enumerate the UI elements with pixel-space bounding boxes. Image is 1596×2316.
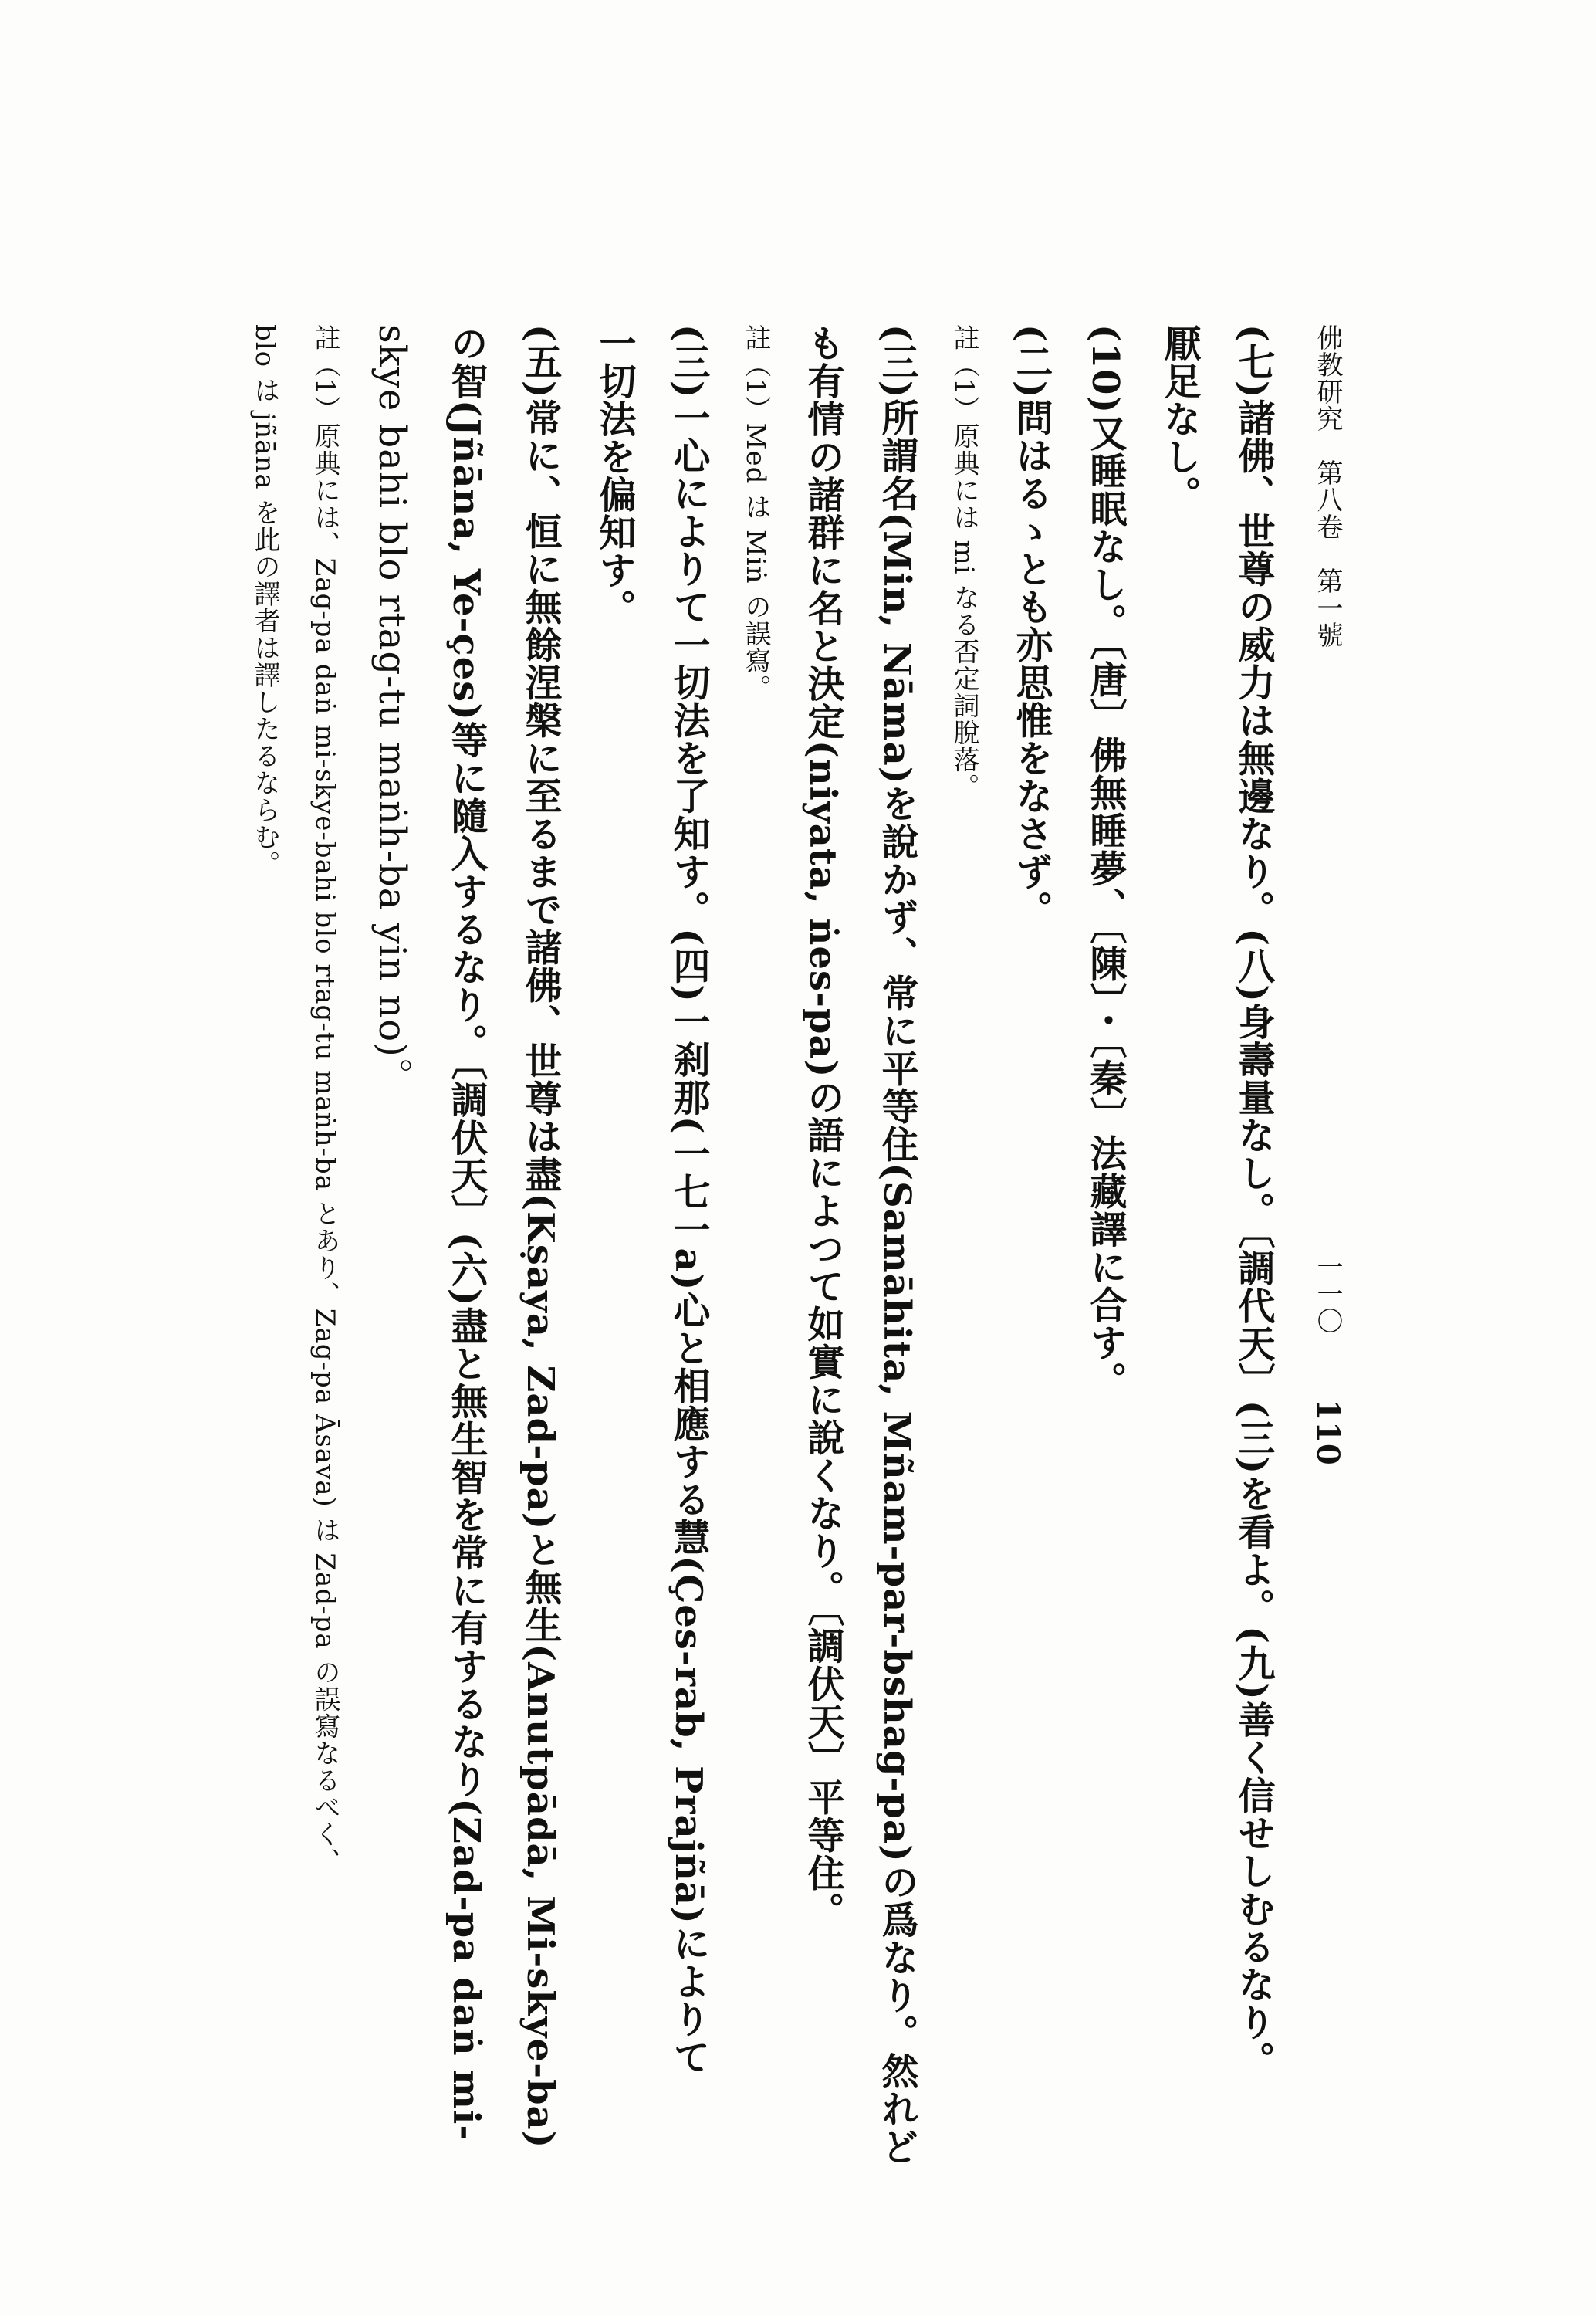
text-line: の智(Jñāna, Ye-çes)等に隨入するなり。〔調伏天〕(六)盡と無生智を常に有するなり(Zad-pa daṅ mi- (445, 324, 488, 2142)
text-line: 一切法を偏知す。 (593, 324, 636, 627)
running-header (1290, 324, 1364, 2146)
footnote-line: blo は jñāna を此の譯者は譯したるならむ。 (249, 324, 280, 878)
text-line: (二)問はるゝとも亦思惟をなさず。 (1009, 324, 1053, 929)
text-line: 厭足なし。 (1158, 324, 1201, 513)
journal-title: 佛教研究 第八卷 第一號 (1312, 324, 1343, 648)
footnote-line: 註（1）原典には mi なる否定詞脫落。 (948, 324, 979, 801)
text-line: (10)又睡眠なし。〔唐〕佛無睡夢、〔陳〕・〔秦〕法藏譯に合す。 (1084, 324, 1127, 1400)
footnote-line: 註（1）Med は Miṅ の誤寫。 (740, 324, 771, 702)
text-line: も有情の諸群に名と決定(niyata, ṅes-pa)の語によつて如實に說くなり。〔調伏天〕平等住。 (801, 324, 844, 1930)
text-line: (七)諸佛、世尊の威力は無邊なり。(八)身壽量なし。〔調代天〕(三)を看よ。(九)善く信せしむるなり。 (1232, 324, 1275, 2079)
footnote-line: 註（1）原典には、Zag-pa daṅ mi-skye-bahi blo rtag-tu maṅh-ba とあり、Zag-pa Āsava) は Zad-pa の誤寫なるべく、 (309, 324, 340, 1875)
vertical-text-body (235, 324, 1364, 2165)
text-line: skye bahi blo rtag-tu maṅh-ba yin no)。 (370, 324, 414, 1095)
text-line: (三)一心によりて一切法を了知す。(四)一刹那(一七一a)心と相應する慧(Çes-rab, Prajñā)によりて (667, 324, 710, 2076)
text-line: (五)常に、恒に無餘涅槃に至るまで諸佛、世尊は盡(Kṣaya, Zad-pa)と無生(Anutpādā, Mi-skye-ba) (519, 324, 562, 2149)
page-number-kanji: 一一〇 (1312, 1253, 1343, 1335)
page-number: 110 (1310, 1399, 1346, 1466)
text-line: (三)所謂名(Min, Nāma)を說かず、常に平等住(Samāhita, Mñam-par-bshag-pa)の爲なり。然れど (875, 324, 918, 2165)
